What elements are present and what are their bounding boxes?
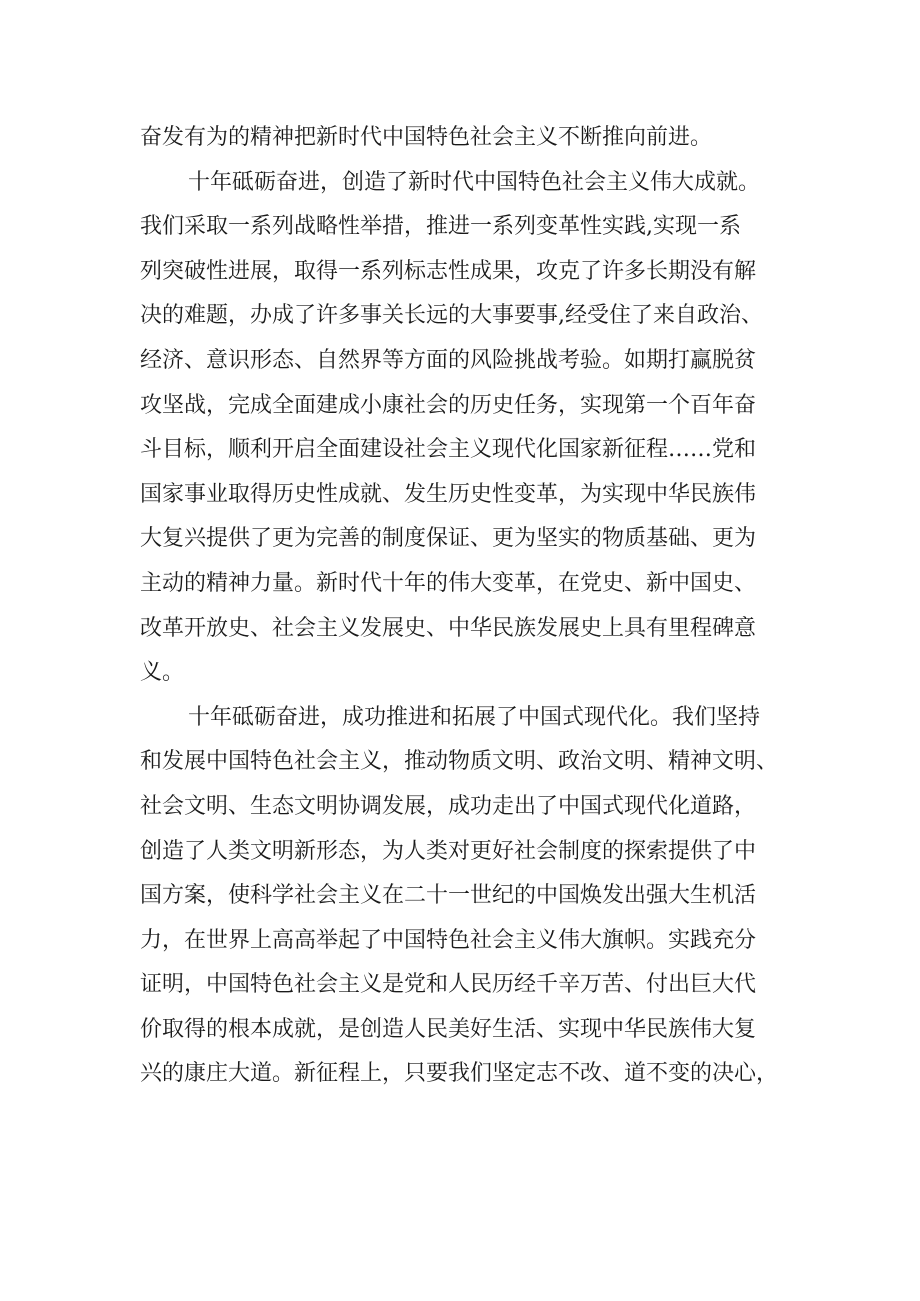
text-line: 力，在世界上高高举起了中国特色社会主义伟大旗帜。实践充分: [140, 927, 757, 953]
text-line: 大复兴提供了更为完善的制度保证、更为坚实的物质基础、更为: [140, 526, 757, 552]
text-line: 改革开放史、社会主义发展史、中华民族发展史上具有里程碑意: [140, 615, 757, 641]
text-line: 证明，中国特色社会主义是党和人民历经千辛万苦、付出巨大代: [140, 972, 757, 998]
text-line: 攻坚战，完成全面建成小康社会的历史任务，实现第一个百年奋: [140, 392, 757, 418]
text-line: 国方案，使科学社会主义在二十一世纪的中国焕发出强大生机活: [140, 883, 757, 909]
text-line: 经济、意识形态、自然界等方面的风险挑战考验。如期打赢脱贫: [140, 347, 757, 373]
text-line: 我们采取一系列战略性举措，推进一系列变革性实践,实现一系: [140, 214, 741, 240]
text-line: 创造了人类文明新形态，为人类对更好社会制度的探索提供了中: [140, 838, 757, 864]
body-text: [140, 116, 800, 1097]
text-line: 国家事业取得历史性成就、发生历史性变革，为实现中华民族伟: [140, 481, 757, 507]
text-line: 义。: [140, 660, 185, 686]
text-line: 列突破性进展，取得一系列标志性成果，攻克了许多长期没有解: [140, 258, 757, 284]
text-line: 和发展中国特色社会主义，推动物质文明、政治文明、精神文明、: [140, 749, 779, 775]
text-line: 主动的精神力量。新时代十年的伟大变革，在党史、新中国史、: [140, 570, 757, 596]
paragraph-start-line: 十年砥砺奋进，成功推进和拓展了中国式现代化。我们坚持: [188, 704, 761, 730]
text-line: 斗目标，顺利开启全面建设社会主义现代化国家新征程……党和: [140, 437, 757, 463]
paragraph-start-line: 十年砥砺奋进，创造了新时代中国特色社会主义伟大成就。: [188, 169, 761, 195]
text-line: 奋发有为的精神把新时代中国特色社会主义不断推向前进。: [140, 125, 713, 150]
text-line: 价取得的根本成就，是创造人民美好生活、实现中华民族伟大复: [140, 1016, 757, 1042]
text-line: 社会文明、生态文明协调发展，成功走出了中国式现代化道路，: [140, 793, 757, 819]
text-line: 兴的康庄大道。新征程上，只要我们坚定志不改、道不变的决心，: [140, 1061, 779, 1087]
text-line: 决的难题，办成了许多事关长远的大事要事,经受住了来自政治、: [140, 303, 763, 329]
